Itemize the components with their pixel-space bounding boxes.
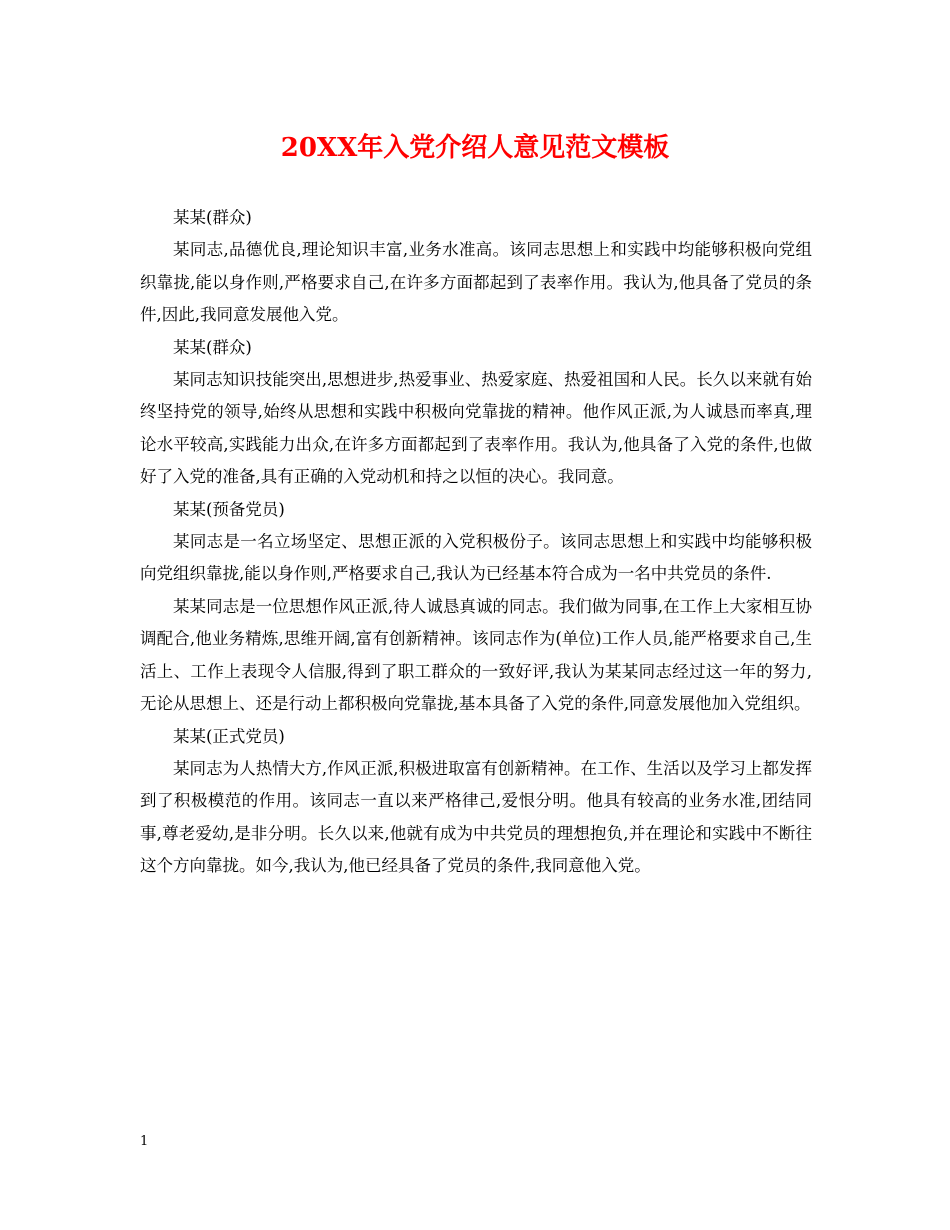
paragraph-7: 某某同志是一位思想作风正派,待人诚恳真诚的同志。我们做为同事,在工作上大家相互协调配合,他业务精炼,思维开阔,富有创新精神。该同志作为(单位)工作人员,能严格要求自己,生活上、工作上表现令人信服,得到了职工群众的一致好评,我认为某某同志经过这一年的努力,无论从思想上、还是行动上都积极向党靠拢,基本具备了入党的条件,同意发展他加入党组织。: [140, 596, 812, 714]
paragraph-9: 某同志为人热情大方,作风正派,积极进取富有创新精神。在工作、生活以及学习上都发挥到了积极模范的作用。该同志一直以来严格律己,爱恨分明。他具有较高的业务水准,团结同事,尊老爱幼,是非分明。长久以来,他就有成为中共党员的理想抱负,并在理论和实践中不断往这个方向靠拢。如今,我认为,他已经具备了党员的条件,我同意他入党。: [140, 758, 812, 876]
paragraph-5: 某某(预备党员): [173, 499, 285, 519]
document-title: 20XX年入党介绍人意见范文模板: [280, 133, 670, 163]
document-body: [140, 202, 812, 883]
paragraph-6: 某同志是一名立场坚定、思想正派的入党积极份子。该同志思想上和实践中均能够积极向党组织靠拢,能以身作则,严格要求自己,我认为已经基本符合成为一名中共党员的条件.: [140, 532, 812, 584]
paragraph-1: 某某(群众): [173, 208, 252, 227]
paragraph-2: 某同志,品德优良,理论知识丰富,业务水准高。该同志思想上和实践中均能够积极向党组织靠拢,能以身作则,严格要求自己,在许多方面都起到了表率作用。我认为,他具备了党员的条件,因此,我同意发展他入党。: [140, 240, 812, 325]
paragraph-8: 某某(正式党员): [173, 726, 285, 746]
paragraph-3: 某某(群众): [173, 337, 252, 357]
paragraph-4: 某同志知识技能突出,思想进步,热爱事业、热爱家庭、热爱祖国和人民。长久以来就有始终坚持党的领导,始终从思想和实践中积极向党靠拢的精神。他作风正派,为人诚恳而率真,理论水平较高,实践能力出众,在许多方面都起到了表率作用。我认为,他具备了入党的条件,也做好了入党的准备,具有正确的入党动机和持之以恒的决心。我同意。: [140, 370, 812, 487]
page-number: 1: [140, 1134, 149, 1149]
